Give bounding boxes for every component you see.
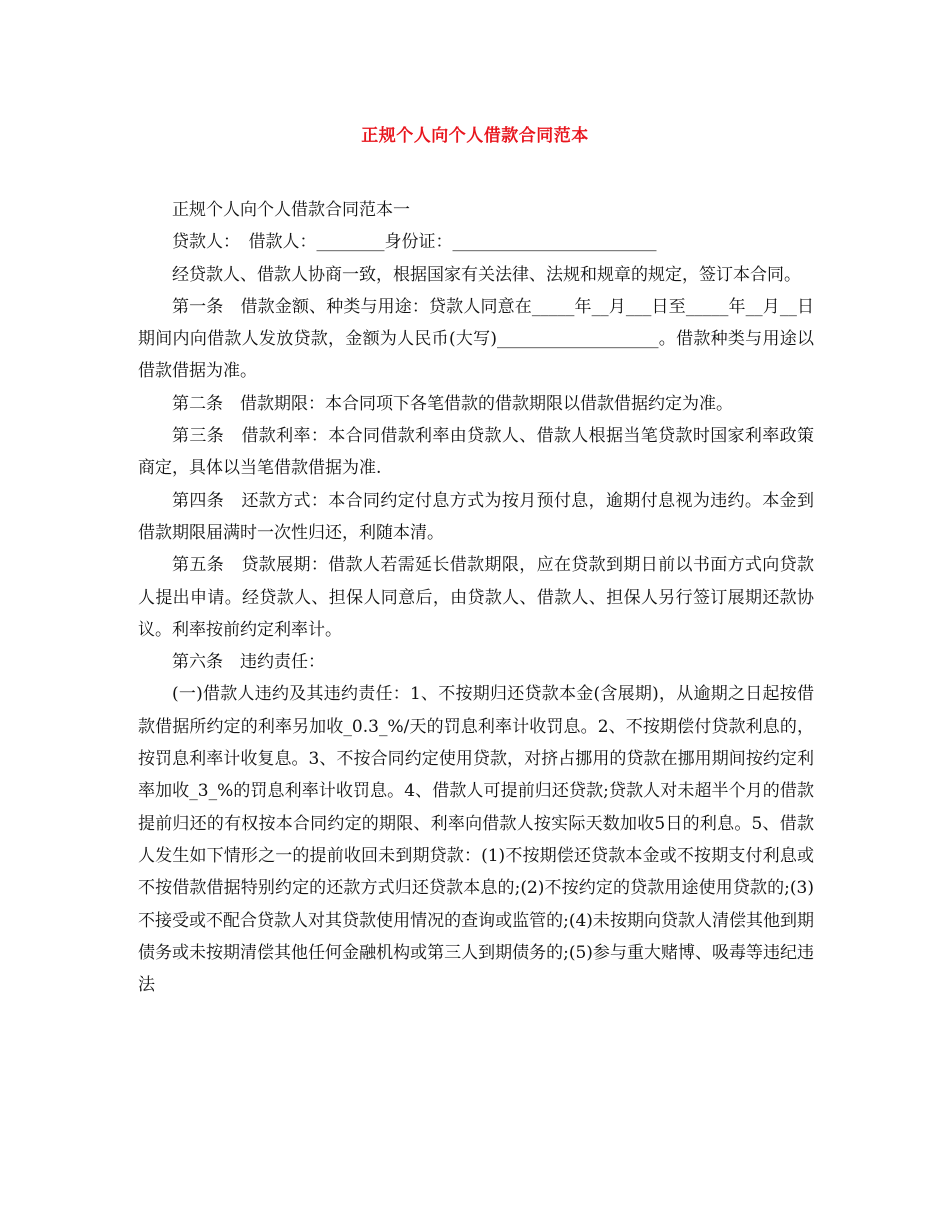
article-4-paragraph: 第四条 还款方式：本合同约定付息方式为按月预付息，逾期付息视为违约。本金到借款期限届满时一次性归还，利随本清。 (138, 490, 814, 543)
document-title: 正规个人向个人借款合同范本 (361, 126, 589, 146)
article-6-heading: 第六条 违约责任： (172, 652, 325, 673)
article-5-paragraph: 第五条 贷款展期：借款人若需延长借款期限，应在贷款到期日前以书面方式向贷款人提出申请。经贷款人、担保人同意后，由贷款人、借款人、担保人另行签订展期还款协议。利率按前约定利率计。 (138, 555, 814, 640)
document-body (138, 194, 814, 1001)
article-1-paragraph: 第一条 借款金额、种类与用途：贷款人同意在_____年__月___日至_____年__月__日期间内向借款人发放贷款，金额为人民币(大写)___________________。借款种类与用途以借款借据为准。 (138, 296, 814, 382)
article-2-paragraph: 第二条 借款期限：本合同项下各笔借款的借款期限以借款借据约定为准。 (172, 393, 733, 414)
parties-line: 贷款人： 借款人：________身份证：________________________ (172, 232, 657, 253)
section-heading: 正规个人向个人借款合同范本一 (172, 200, 410, 220)
article-6-clause-1-paragraph: (一)借款人违约及其违约责任：1、不按期归还贷款本金(含展期)，从逾期之日起按借款借据所约定的利率另加收_0.3_%/天的罚息利率计收罚息。2、不按期偿付贷款利息的，按罚息利率计收复息。3、不按合同约定使用贷款，对挤占挪用的贷款在挪用期间按约定利率加收_3_%的罚息利率计收罚息。4、借款人可提前归还贷款;贷款人对未超半个月的借款提前归还的有权按本合同约定的期限、利率向借款人按实际天数加收5日的利息。5、借款人发生如下情形之一的提前收回未到期贷款：(1)不按期偿还贷款本金或不按期支付利息或不按借款借据特别约定的还款方式归还贷款本息的;(2)不按约定的贷款用途使用贷款的;(3)不接受或不配合贷款人对其贷款使用情况的查询或监管的;(4)未按期向贷款人清偿其他到期债务或未按期清偿其他任何金融机构或第三人到期债务的;(5)参与重大赌博、吸毒等违纪违法 (138, 684, 814, 996)
preamble-paragraph: 经贷款人、借款人协商一致，根据国家有关法律、法规和规章的规定，签订本合同。 (172, 264, 801, 285)
article-3-paragraph: 第三条 借款利率：本合同借款利率由贷款人、借款人根据当笔贷款时国家利率政策商定，具体以当笔借款借据为准. (138, 426, 814, 479)
